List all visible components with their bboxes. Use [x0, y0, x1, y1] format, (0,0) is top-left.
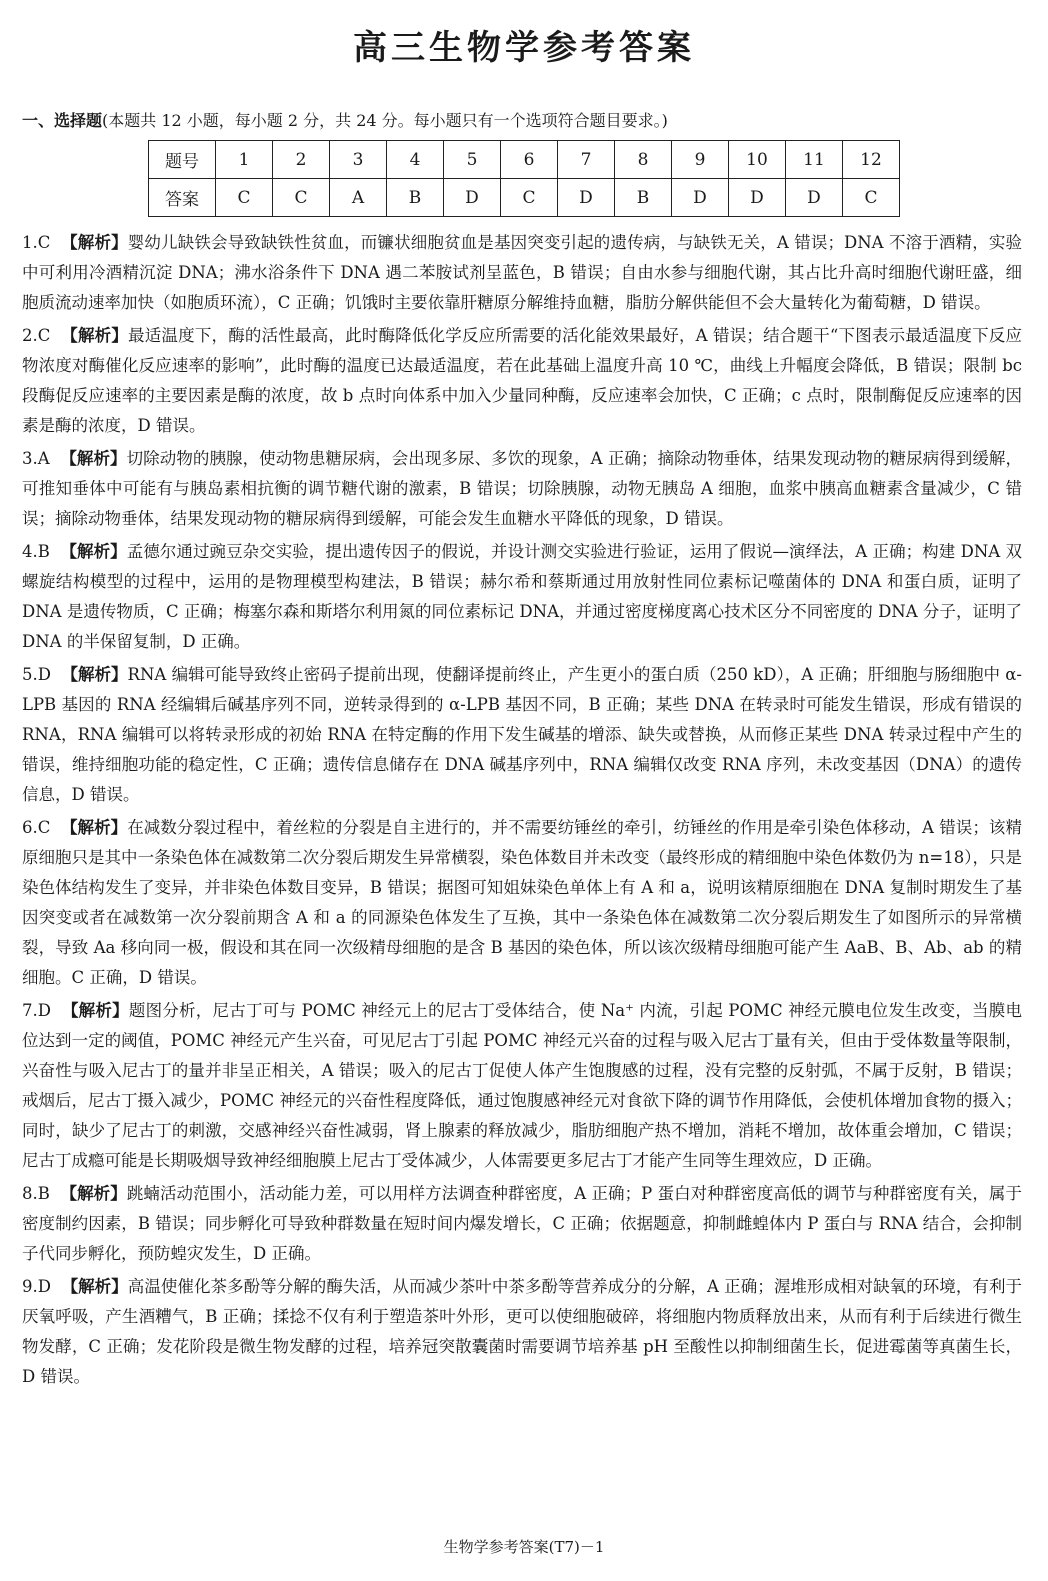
answer-cell: C	[501, 179, 558, 217]
item-answer: 7.D	[22, 1001, 51, 1020]
section-header	[22, 108, 668, 131]
item-tag: 【解析】	[61, 233, 128, 252]
item-tag: 【解析】	[61, 1001, 129, 1020]
item-tag: 【解析】	[60, 542, 127, 561]
item-answer: 1.C	[22, 233, 51, 252]
explanation-item	[22, 996, 1022, 1176]
item-answer: 4.B	[22, 542, 50, 561]
explanation-item	[22, 321, 1022, 441]
question-number: 2	[273, 141, 330, 179]
question-number-row	[149, 141, 900, 179]
question-number: 12	[843, 141, 900, 179]
page-footer: 生物学参考答案(T7)－1	[443, 1538, 605, 1556]
answer-cell: A	[330, 179, 387, 217]
item-text: RNA 编辑可能导致终止密码子提前出现，使翻译提前终止，产生更小的蛋白质（250 kD），A 正确；肝细胞与肠细胞中 α-LPB 基因的 RNA 经编辑后碱基序列不同，逆转录得到的 α-LPB 基因不同，B 正确；某些 DNA 在转录时可能发生错误，形成有错误的 RNA，RNA 编辑可以将转录形成的初始 RNA 在特定酶的作用下发生碱基的增添、缺失或替换，从而修正某些 DNA 转录过程中产生的错误，维持细胞功能的稳定性，C 正确；遗传信息储存在 DNA 碱基序列中，RNA 编辑仅改变 RNA 序列，未改变基因（DNA）的遗传信息，D 错误。	[22, 665, 1022, 804]
explanation-list	[22, 228, 1022, 1395]
explanation-item	[22, 228, 1022, 318]
section-note: (本题共 12 小题，每小题 2 分，共 24 分。每小题只有一个选项符合题目要求。)	[102, 111, 668, 130]
answer-row	[149, 179, 900, 217]
item-tag: 【解析】	[61, 326, 129, 345]
question-number: 6	[501, 141, 558, 179]
answer-cell: B	[615, 179, 672, 217]
item-text: 孟德尔通过豌豆杂交实验，提出遗传因子的假说，并设计测交实验进行验证，运用了假说—演绎法，A 正确；构建 DNA 双螺旋结构模型的过程中，运用的是物理模型构建法，B 错误；赫尔希和蔡斯通过用放射性同位素标记噬菌体的 DNA 和蛋白质，证明了 DNA 是遗传物质，C 正确；梅塞尔森和斯塔尔利用氮的同位素标记 DNA，并通过密度梯度离心技术区分不同密度的 DNA 分子，证明了 DNA 的半保留复制，D 正确。	[22, 542, 1022, 651]
question-number: 11	[786, 141, 843, 179]
row-label-number: 题号	[149, 141, 216, 179]
item-tag: 【解析】	[60, 818, 128, 837]
answer-cell: D	[786, 179, 843, 217]
item-answer: 5.D	[22, 665, 51, 684]
question-number: 8	[615, 141, 672, 179]
explanation-item	[22, 537, 1022, 657]
item-tag: 【解析】	[60, 449, 127, 468]
item-answer: 2.C	[22, 326, 51, 345]
question-number: 1	[216, 141, 273, 179]
item-text: 高温使催化茶多酚等分解的酶失活，从而减少茶叶中茶多酚等营养成分的分解，A 正确；渥堆形成相对缺氧的环境，有利于厌氧呼吸，产生酒糟气，B 正确；揉捻不仅有利于塑造茶叶外形，更可以使细胞破碎，将细胞内物质释放出来，从而有利于后续进行微生物发酵，C 正确；发花阶段是微生物发酵的过程，培养冠突散囊菌时需要调节培养基 pH 至酸性以抑制细菌生长，促进霉菌等真菌生长，D 错误。	[22, 1277, 1022, 1386]
question-number: 4	[387, 141, 444, 179]
question-number: 9	[672, 141, 729, 179]
answer-cell: B	[387, 179, 444, 217]
row-label-answer: 答案	[149, 179, 216, 217]
item-text: 切除动物的胰腺，使动物患糖尿病，会出现多尿、多饮的现象，A 正确；摘除动物垂体，结果发现动物的糖尿病得到缓解，可推知垂体中可能有与胰岛素相抗衡的调节糖代谢的激素，B 错误；切除胰腺，动物无胰岛 A 细胞，血浆中胰高血糖素含量减少，C 错误；摘除动物垂体，结果发现动物的糖尿病得到缓解，可能会发生血糖水平降低的现象，D 错误。	[22, 449, 1023, 528]
item-answer: 6.C	[22, 818, 51, 837]
item-text: 最适温度下，酶的活性最高，此时酶降低化学反应所需要的活化能效果最好，A 错误；结合题干“下图表示最适温度下反应物浓度对酶催化反应速率的影响”，此时酶的温度已达最适温度，若在此基础上温度升高 10 ℃，曲线上升幅度会降低，B 错误；限制 bc 段酶促反应速率的主要因素是酶的浓度，故 b 点时向体系中加入少量同种酶，反应速率会加快，C 正确；c 点时，限制酶促反应速率的因素是酶的浓度，D 错误。	[22, 326, 1022, 435]
question-number: 7	[558, 141, 615, 179]
explanation-item	[22, 1179, 1022, 1269]
answer-cell: D	[672, 179, 729, 217]
explanation-item	[22, 1272, 1022, 1392]
item-tag: 【解析】	[61, 1277, 128, 1296]
item-tag: 【解析】	[60, 1184, 127, 1203]
answer-cell: D	[444, 179, 501, 217]
answer-table	[148, 140, 900, 217]
answer-cell: D	[558, 179, 615, 217]
answer-cell: D	[729, 179, 786, 217]
answer-cell: C	[216, 179, 273, 217]
item-answer: 9.D	[22, 1277, 51, 1296]
explanation-item	[22, 444, 1022, 534]
question-number: 3	[330, 141, 387, 179]
item-text: 题图分析，尼古丁可与 POMC 神经元上的尼古丁受体结合，使 Na⁺ 内流，引起 POMC 神经元膜电位发生改变，当膜电位达到一定的阈值，POMC 神经元产生兴奋，可见尼古丁引起 POMC 神经元兴奋的过程与吸入尼古丁量有关，但由于受体数量等限制，兴奋性与吸入尼古丁的量并非呈正相关，A 错误；吸入的尼古丁促使人体产生饱腹感的过程，没有完整的反射弧，不属于反射，B 错误；戒烟后，尼古丁摄入减少，POMC 神经元的兴奋性程度降低，通过饱腹感神经元对食欲下降的调节作用降低，会使机体增加食物的摄入；同时，缺少了尼古丁的刺激，交感神经兴奋性减弱，肾上腺素的释放减少，脂肪细胞产热不增加，消耗不增加，故体重会增加，C 错误；尼古丁成瘾可能是长期吸烟导致神经细胞膜上尼古丁受体减少，人体需要更多尼古丁才能产生同等生理效应，D 正确。	[22, 1001, 1022, 1170]
section-head: 一、选择题	[22, 111, 103, 130]
item-tag: 【解析】	[61, 665, 128, 684]
item-text: 跳蝻活动范围小，活动能力差，可以用样方法调查种群密度，A 正确；P 蛋白对种群密度高低的调节与种群密度有关，属于密度制约因素，B 错误；同步孵化可导致种群数量在短时间内爆发增长，C 正确；依据题意，抑制雌蝗体内 P 蛋白与 RNA 结合，会抑制子代同步孵化，预防蝗灾发生，D 正确。	[22, 1184, 1023, 1263]
item-answer: 8.B	[22, 1184, 50, 1203]
explanation-item	[22, 813, 1022, 993]
item-answer: 3.A	[22, 449, 50, 468]
answer-cell: C	[843, 179, 900, 217]
page-title: 高三生物学参考答案	[353, 28, 695, 68]
answer-cell: C	[273, 179, 330, 217]
item-text: 婴幼儿缺铁会导致缺铁性贫血，而镰状细胞贫血是基因突变引起的遗传病，与缺铁无关，A 错误；DNA 不溶于酒精，实验中可利用冷酒精沉淀 DNA；沸水浴条件下 DNA 遇二苯胺试剂呈蓝色，B 错误；自由水参与细胞代谢，其占比升高时细胞代谢旺盛，细胞质流动速率加快（如胞质环流），C 正确；饥饿时主要依靠肝糖原分解维持血糖，脂肪分解供能但不会大量转化为葡萄糖，D 错误。	[22, 233, 1022, 312]
item-text: 在减数分裂过程中，着丝粒的分裂是自主进行的，并不需要纺锤丝的牵引，纺锤丝的作用是牵引染色体移动，A 错误；该精原细胞只是其中一条染色体在减数第二次分裂后期发生异常横裂，染色体数目并未改变（最终形成的精细胞中染色体数仍为 n=18），只是染色体结构发生了变异，并非染色体数目变异，B 错误；据图可知姐妹染色单体上有 A 和 a，说明该精原细胞在 DNA 复制时期发生了基因突变或者在减数第一次分裂前期含 A 和 a 的同源染色体发生了互换，其中一条染色体在减数第二次分裂后期发生了如图所示的异常横裂，导致 Aa 移向同一极，假设和其在同一次级精母细胞的是含 B 基因的染色体，所以该次级精母细胞可能产生 AaB、B、Ab、ab 的精细胞。C 正确，D 错误。	[22, 818, 1022, 987]
question-number: 10	[729, 141, 786, 179]
question-number: 5	[444, 141, 501, 179]
explanation-item	[22, 660, 1022, 810]
